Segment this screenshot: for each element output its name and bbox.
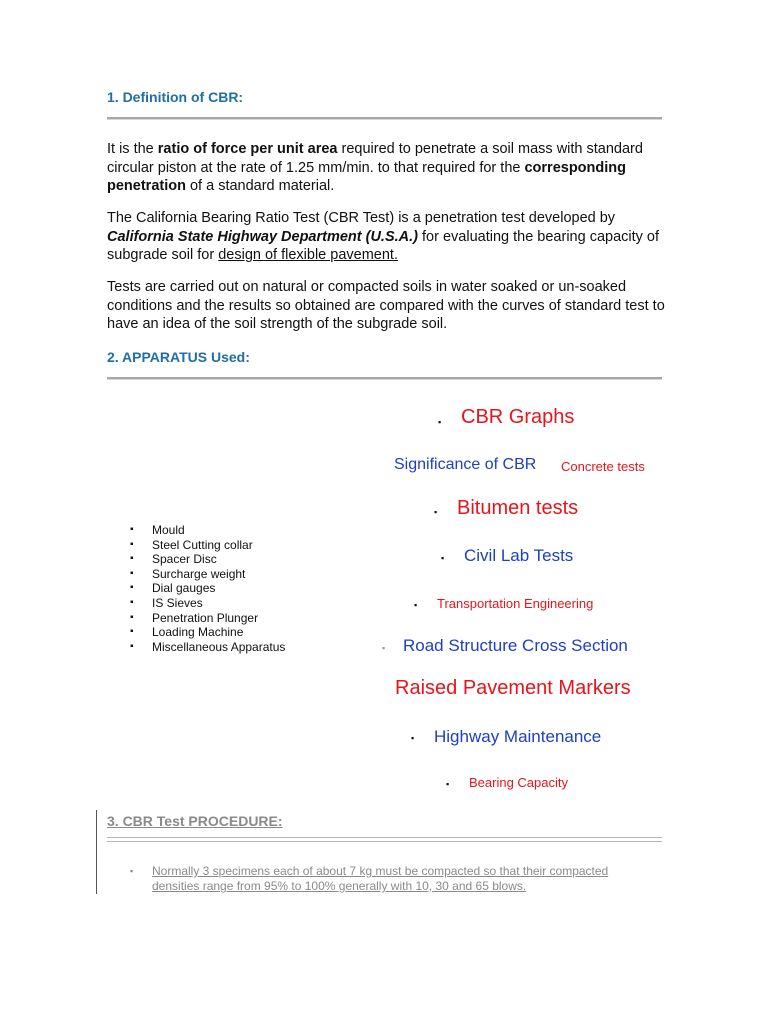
- section3-divider-bottom: [107, 841, 662, 842]
- section3-divider-top: [107, 837, 662, 838]
- list-item: ▪ Steel Cutting collar: [130, 538, 285, 553]
- list-item: ▪ Mould: [130, 523, 285, 538]
- section2-heading: 2. APPARATUS Used:: [107, 349, 250, 365]
- civil-lab-tests-link[interactable]: Civil Lab Tests: [464, 546, 574, 565]
- bitumen-tests-link[interactable]: Bitumen tests: [457, 497, 579, 519]
- p2-text-c: for evaluating the bearing capacity of subgrade soil for: [107, 228, 660, 263]
- p1-bold-ratio: ratio of force per unit area: [157, 141, 338, 157]
- bearing-capacity-link[interactable]: Bearing Capacity: [469, 775, 568, 790]
- bullet-icon: ▪: [130, 866, 134, 876]
- section1-heading: 1. Definition of CBR:: [107, 89, 244, 105]
- p1-text-a: It is the: [107, 141, 158, 157]
- flexible-pavement-link[interactable]: design of flexible pavement.: [218, 247, 398, 263]
- bullet-icon: ▪: [438, 417, 442, 427]
- list-item: ▪ Surcharge weight: [130, 567, 285, 582]
- p2-bold-italic-department: California State Highway Department (U.S.A.): [107, 228, 418, 245]
- bullet-icon: ▪: [434, 507, 438, 517]
- apparatus-list: [130, 523, 285, 654]
- section3-heading[interactable]: 3. CBR Test PROCEDURE:: [107, 813, 283, 829]
- p1-text-c: required to penetrate a soil mass with standard circular piston at the rate of 1.25 mm/min. to that required for the: [107, 141, 643, 176]
- p1-text-e: of a standard material.: [185, 178, 335, 194]
- list-item: ▪ Penetration Plunger: [130, 611, 285, 626]
- cbr-test-paragraph: [107, 209, 667, 265]
- list-item: ▪ IS Sieves: [130, 596, 285, 611]
- left-margin-bar: [96, 810, 97, 894]
- p2-text-a: The California Bearing Ratio Test (CBR Test) is a penetration test developed by: [107, 210, 616, 226]
- bullet-icon: ▪: [414, 600, 418, 610]
- cbr-graphs-link[interactable]: CBR Graphs: [461, 406, 575, 428]
- list-item: ▪ Dial gauges: [130, 581, 285, 596]
- tests-paragraph: Tests are carried out on natural or compacted soils in water soaked or un-soaked conditions and the results so obtained are compared with the curves of standard test to have an idea of the soil strength of the subgrade soil.: [107, 279, 665, 332]
- road-structure-cross-section-link[interactable]: Road Structure Cross Section: [403, 636, 628, 655]
- section2-divider: [107, 377, 662, 380]
- raised-pavement-markers-link[interactable]: Raised Pavement Markers: [395, 677, 631, 699]
- list-item: ▪ Miscellaneous Apparatus: [130, 640, 285, 655]
- bullet-icon: ▪: [441, 553, 445, 563]
- procedure-item-1[interactable]: Normally 3 specimens each of about 7 kg must be compacted so that their compacted densities range from 95% to 100% generally with 10, 30 and 65 blows.: [152, 864, 609, 893]
- significance-of-cbr-link[interactable]: Significance of CBR: [394, 456, 537, 473]
- bullet-icon: ▪: [411, 733, 415, 743]
- list-item: ▪ Loading Machine: [130, 625, 285, 640]
- highway-maintenance-link[interactable]: Highway Maintenance: [434, 727, 602, 746]
- section1-divider: [107, 117, 662, 120]
- bullet-icon: ▪: [382, 643, 386, 653]
- bullet-icon: ▪: [446, 779, 450, 789]
- concrete-tests-link[interactable]: Concrete tests: [561, 459, 645, 474]
- list-item: ▪ Spacer Disc: [130, 552, 285, 567]
- p1-bold-corresponding: corresponding penetration: [107, 159, 626, 194]
- transportation-engineering-link[interactable]: Transportation Engineering: [437, 596, 594, 611]
- definition-paragraph: [107, 140, 667, 196]
